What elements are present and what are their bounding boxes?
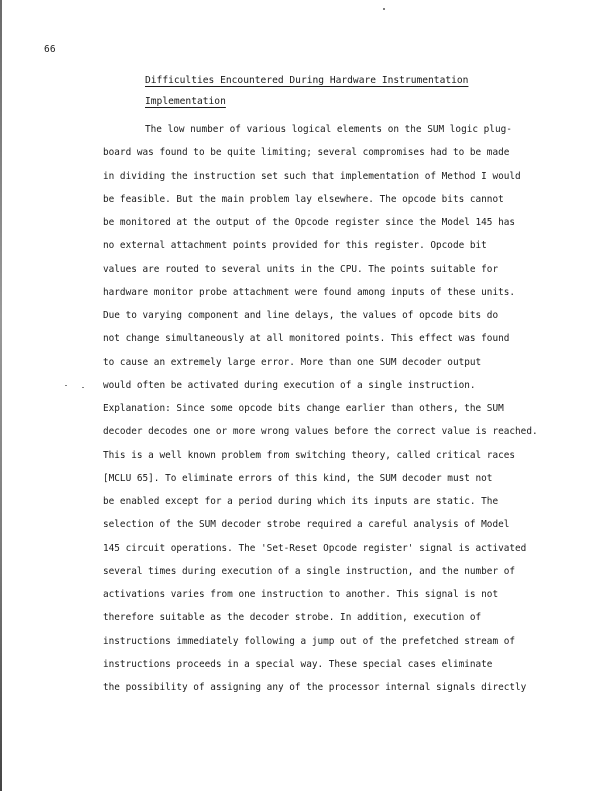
scan-left-edge (0, 0, 2, 791)
body-line: be enabled except for a period during which its inputs are static. The (103, 496, 499, 507)
body-line: This is a well known problem from switching theory, called critical races (103, 449, 516, 461)
body-line: activations varies from one instruction to another. This signal is not (103, 589, 499, 600)
scan-speck (82, 387, 84, 388)
body-line: in dividing the instruction set such that implementation of Method I would (103, 170, 521, 182)
body-line: the possibility of assigning any of the processor internal signals directly (103, 682, 527, 693)
body-line: several times during execution of a single instruction, and the number of (103, 565, 516, 577)
body-line: instructions proceeds in a special way. These special cases eliminate (103, 658, 493, 670)
scan-speck (383, 8, 385, 10)
body-line: Explanation: Since some opcode bits change earlier than others, the SUM (103, 403, 504, 414)
body-line: [MCLU 65]. To eliminate errors of this kind, the SUM decoder must not (103, 472, 493, 484)
body-line: hardware monitor probe attachment were found among inputs of these units. (103, 286, 516, 298)
body-line: selection of the SUM decoder strobe required a careful analysis of Model (103, 519, 510, 531)
body-line: not change simultaneously at all monitored points. This effect was found (103, 333, 510, 345)
body-line: therefore suitable as the decoder strobe. In addition, execution of (103, 612, 482, 624)
body-line: Due to varying component and line delays, the values of opcode bits do (103, 310, 499, 321)
body-line: instructions immediately following a jump out of the prefetched stream of (103, 635, 516, 647)
body-line: be feasible. But the main problem lay elsewhere. The opcode bits cannot (103, 193, 504, 205)
body-line: to cause an extremely large error. More than one SUM decoder output (103, 356, 482, 368)
body-line: would often be activated during execution of a single instruction. (103, 379, 476, 391)
page-number: 66 (44, 44, 56, 55)
body-paragraph (103, 123, 573, 704)
body-line: board was found to be quite limiting; several compromises had to be made (103, 147, 510, 159)
body-line: no external attachment points provided for this register. Opcode bit (103, 240, 487, 252)
body-line: 145 circuit operations. The 'Set-Reset Opcode register' signal is activated (103, 542, 527, 554)
scan-speck (65, 385, 67, 386)
body-line: The low number of various logical elements on the SUM logic plug- (145, 124, 512, 135)
body-line: decoder decodes one or more wrong values before the correct value is reached. (103, 426, 538, 438)
section-heading-line-2: Implementation (145, 96, 226, 107)
body-line: values are routed to several units in the CPU. The points suitable for (103, 263, 499, 275)
section-heading-line-1: Difficulties Encountered During Hardware Instrumentation (145, 75, 469, 86)
body-line: be monitored at the output of the Opcode register since the Model 145 has (103, 217, 516, 228)
